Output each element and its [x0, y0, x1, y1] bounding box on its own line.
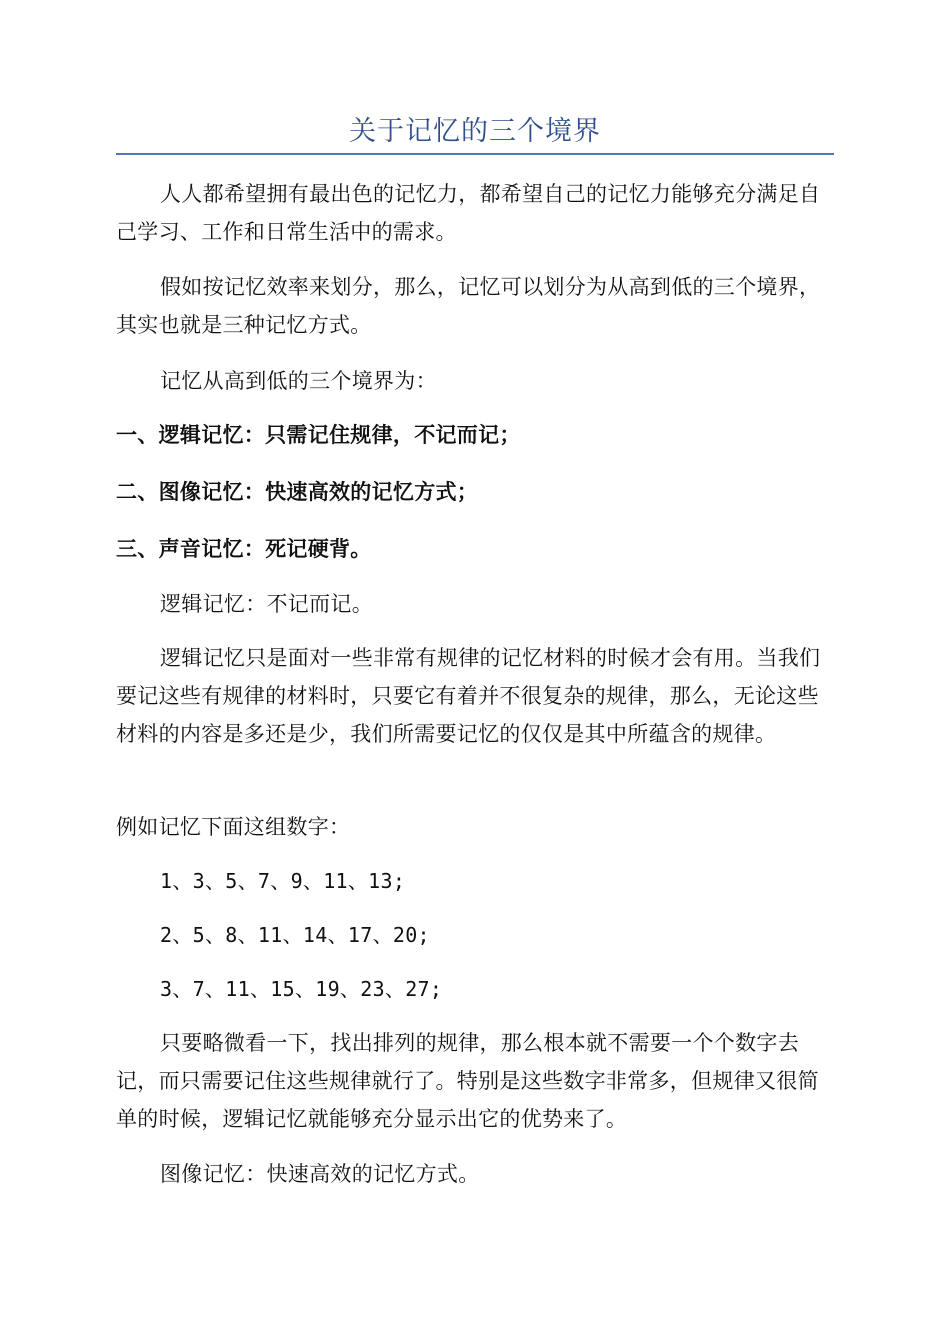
number-sequence-3: 3、7、11、15、19、23、27;: [160, 977, 443, 1001]
paragraph-pattern: 只要略微看一下，找出排列的规律，那么根本就不需要一个个数字去记，而只需要记住这些规律就行了。特别是这些数字非常多，但规律又很简单的时候，逻辑记忆就能够充分显示出它的优势来了。: [116, 1031, 819, 1131]
section-logic-heading: 逻辑记忆：不记而记。: [160, 592, 373, 616]
level-one-logic: 一、逻辑记忆：只需记住规律，不记而记；: [116, 423, 521, 447]
paragraph-logic-body: 逻辑记忆只是面对一些非常有规律的记忆材料的时候才会有用。当我们要记这些有规律的材料时，只要它有着并不很复杂的规律，那么，无论这些材料的内容是多还是少，我们所需要记忆的仅仅是其中所蕴含的规律。: [116, 646, 821, 746]
level-two-image: 二、图像记忆：快速高效的记忆方式；: [116, 480, 479, 504]
paragraph-three-levels: 记忆从高到低的三个境界为：: [160, 369, 437, 393]
document-title: 关于记忆的三个境界: [349, 116, 601, 147]
paragraph-intro: 人人都希望拥有最出色的记忆力，都希望自己的记忆力能够充分满足自己学习、工作和日常生活中的需求。: [116, 182, 821, 244]
number-sequence-1: 1、3、5、7、9、11、13;: [160, 869, 406, 893]
section-image-heading: 图像记忆：快速高效的记忆方式。: [160, 1162, 480, 1186]
title-underline: [116, 153, 834, 155]
paragraph-example-intro: 例如记忆下面这组数字：: [116, 815, 351, 839]
number-sequence-2: 2、5、8、11、14、17、20;: [160, 923, 430, 947]
level-three-sound: 三、声音记忆：死记硬背。: [116, 537, 372, 561]
paragraph-division: 假如按记忆效率来划分，那么，记忆可以划分为从高到低的三个境界，其实也就是三种记忆方式。: [116, 275, 821, 337]
